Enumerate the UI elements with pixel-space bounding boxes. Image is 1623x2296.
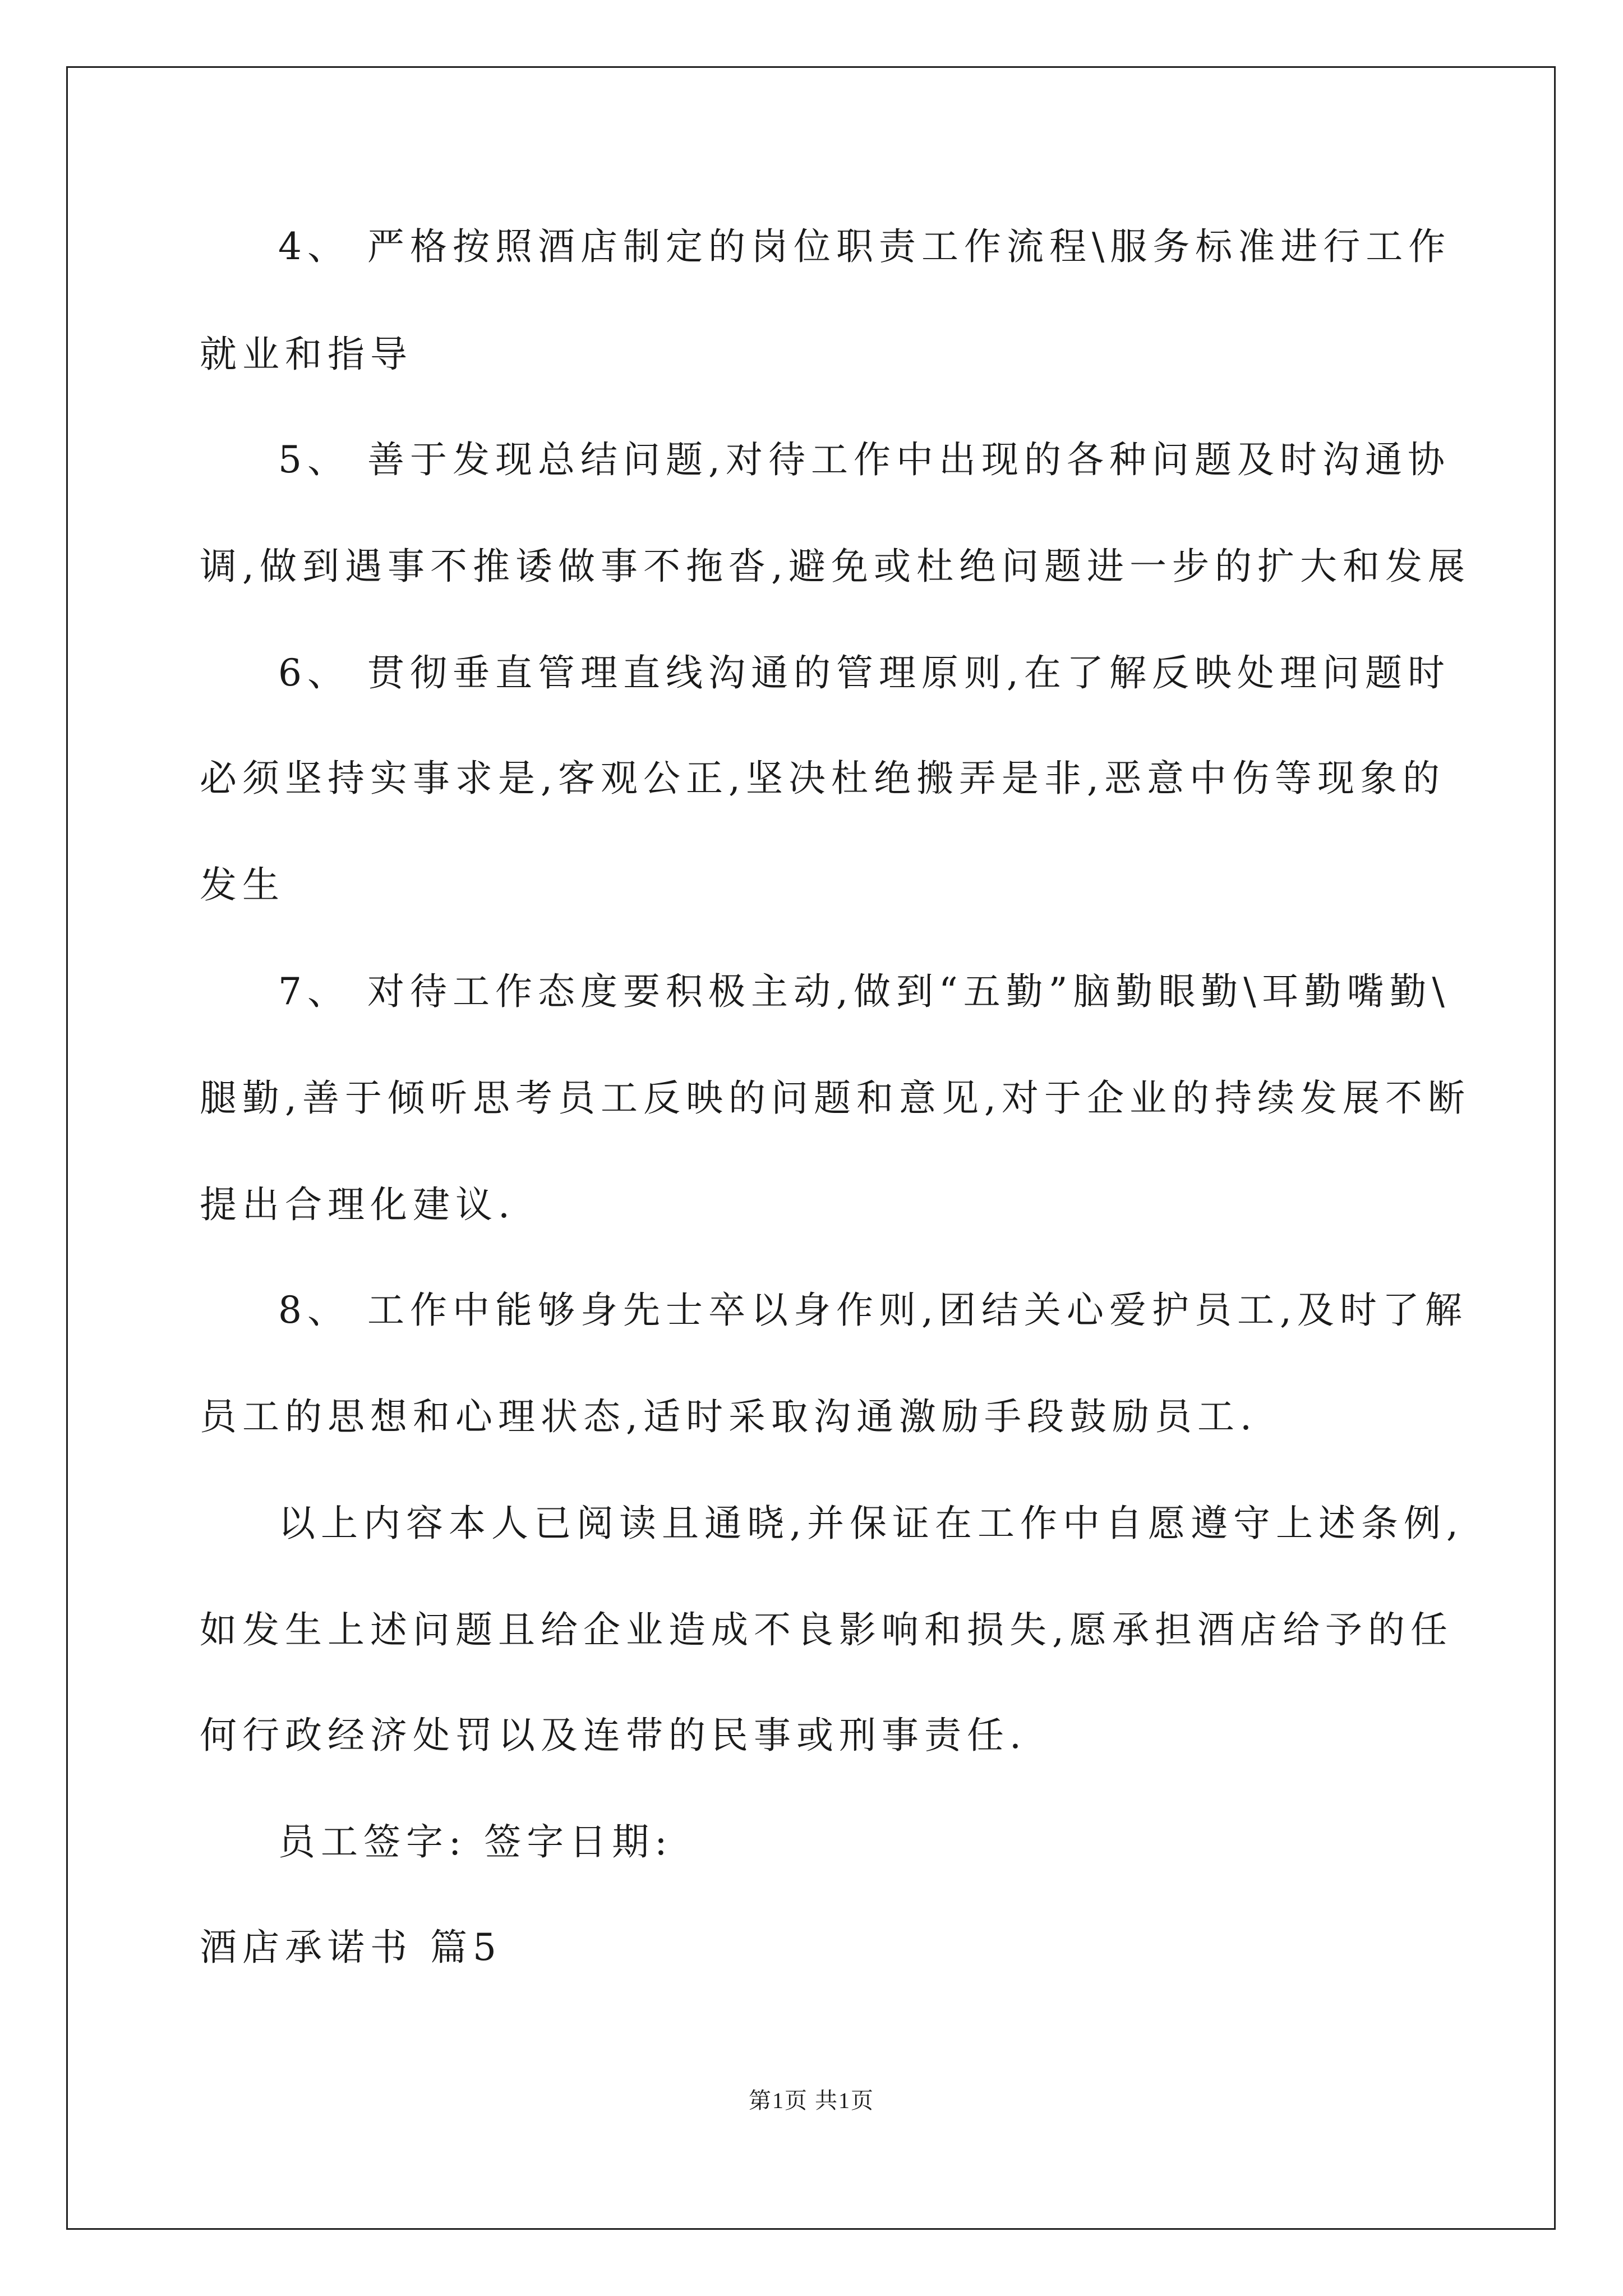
paragraph-6-line-1: 6、 贯彻垂直管理直线沟通的管理原则,在了解反映处理问题时	[278, 651, 1450, 694]
signature-line: 员工签字: 签字日期:	[278, 1820, 673, 1864]
section-title: 酒店承诺书 篇5	[200, 1926, 502, 1969]
paragraph-4-line-1: 4、 严格按照酒店制定的岗位职责工作流程\服务标准进行工作	[278, 225, 1451, 268]
paragraph-7-line-1: 7、 对待工作态度要积极主动,做到“五勤”脑勤眼勤\耳勤嘴勤\	[278, 970, 1450, 1013]
closing-paragraph-line-2: 如发生上述问题且给企业造成不良影响和损失,愿承担酒店给予的任	[200, 1608, 1453, 1651]
paragraph-5-line-2: 调,做到遇事不推诿做事不拖沓,避免或杜绝问题进一步的扩大和发展	[200, 545, 1470, 588]
page-border	[66, 66, 1556, 2230]
paragraph-6-line-2: 必须坚持实事求是,客观公正,坚决杜绝搬弄是非,恶意中伤等现象的	[200, 757, 1445, 800]
paragraph-5-line-1: 5、 善于发现总结问题,对待工作中出现的各种问题及时沟通协	[278, 438, 1450, 481]
paragraph-4-line-2: 就业和指导	[200, 333, 413, 376]
page-footer: 第1页 共1页	[749, 2088, 874, 2113]
closing-paragraph-line-3: 何行政经济处罚以及连带的民事或刑事责任.	[200, 1714, 1027, 1757]
paragraph-8-line-1: 8、 工作中能够身先士卒以身作则,团结关心爱护员工,及时了解	[278, 1289, 1468, 1332]
paragraph-7-line-2: 腿勤,善于倾听思考员工反映的问题和意见,对于企业的持续发展不断	[200, 1076, 1470, 1120]
paragraph-7-line-3: 提出合理化建议.	[200, 1183, 515, 1226]
closing-paragraph-line-1: 以上内容本人已阅读且通晓,并保证在工作中自愿遵守上述条例,	[278, 1502, 1464, 1545]
paragraph-6-line-3: 发生	[200, 863, 285, 907]
paragraph-8-line-2: 员工的思想和心理状态,适时采取沟通激励手段鼓励员工.	[200, 1395, 1257, 1438]
